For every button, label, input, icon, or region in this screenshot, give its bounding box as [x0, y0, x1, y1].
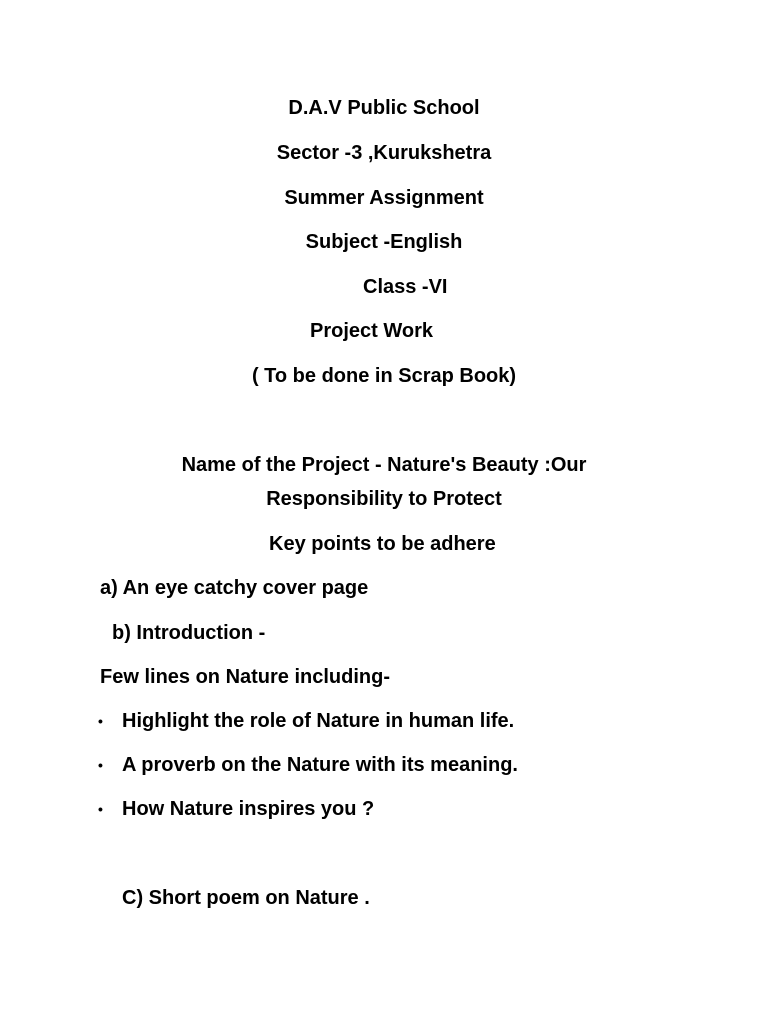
subject-line: Subject -English [305, 231, 463, 253]
bullet-text: How Nature inspires you ? [122, 798, 375, 820]
key-points-heading: Key points to be adhere [269, 533, 496, 555]
point-c: C) Short poem on Nature . [122, 887, 370, 909]
scrap-book-note: ( To be done in Scrap Book) [251, 365, 517, 387]
bullet-icon: • [98, 757, 103, 773]
class-line: Class -VI [363, 276, 448, 298]
bullet-icon: • [98, 801, 103, 817]
project-work-heading: Project Work [310, 320, 433, 342]
point-a: a) An eye catchy cover page [100, 577, 369, 599]
bullet-text: Highlight the role of Nature in human life. [122, 710, 515, 732]
bullet-icon: • [98, 713, 103, 729]
point-b: b) Introduction - [112, 622, 266, 644]
bullet-text: A proverb on the Nature with its meaning. [122, 754, 518, 776]
intro-lead: Few lines on Nature including- [100, 666, 391, 688]
project-name-line-1: Name of the Project - Nature's Beauty :Our [181, 454, 587, 476]
school-sector: Sector -3 ,Kurukshetra [276, 142, 492, 164]
project-name-line-2: Responsibility to Protect [266, 488, 502, 510]
assignment-title: Summer Assignment [284, 187, 484, 209]
school-name: D.A.V Public School [288, 97, 480, 119]
